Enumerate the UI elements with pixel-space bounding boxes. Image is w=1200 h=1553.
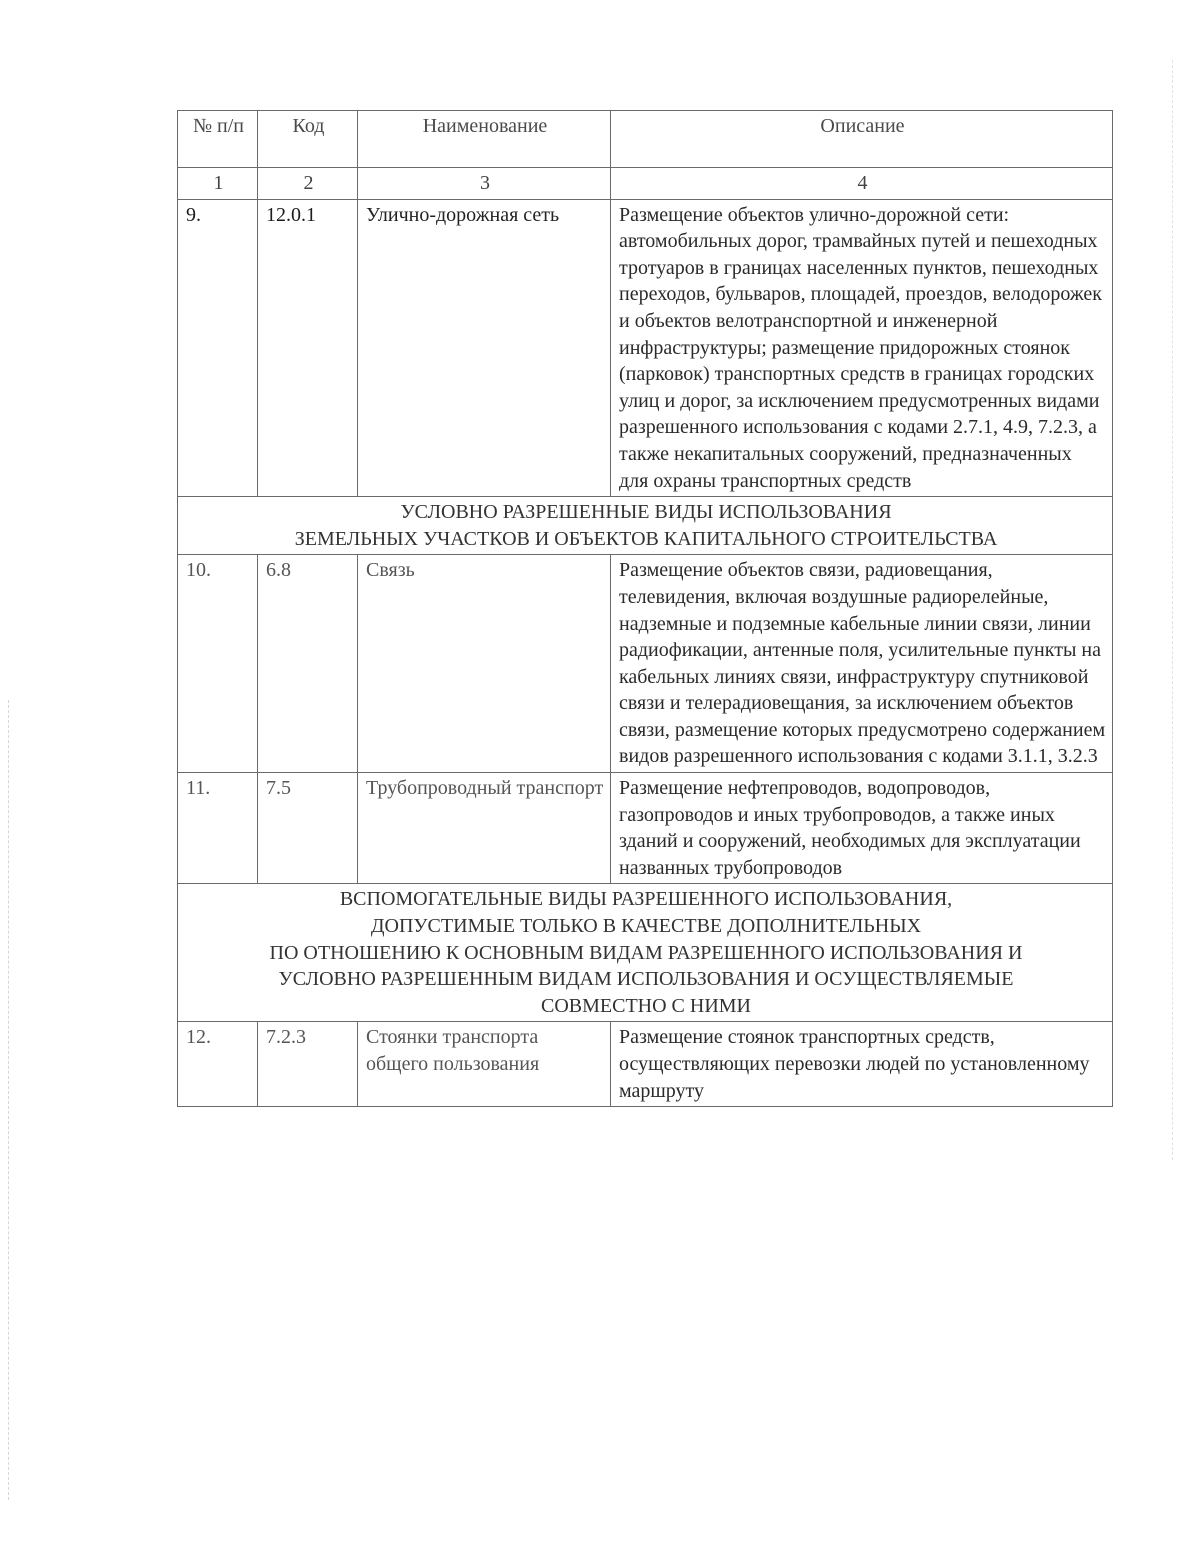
row-code: 7.2.3 bbox=[258, 1022, 358, 1107]
row-description: Размещение нефтепроводов, водопроводов, газопроводов и иных трубопроводов, а также иных зданий и сооружений, необходимых для эксплуатации названных трубопроводов bbox=[611, 773, 1113, 884]
column-number: 2 bbox=[258, 168, 358, 200]
table-row bbox=[178, 773, 1113, 884]
column-number: 3 bbox=[358, 168, 611, 200]
header-description: Описание bbox=[611, 111, 1113, 168]
row-code: 7.5 bbox=[258, 773, 358, 884]
header-code: Код bbox=[258, 111, 358, 168]
table-row bbox=[178, 199, 1113, 497]
section-heading-row bbox=[178, 884, 1113, 1022]
row-name: Трубопроводный транспорт bbox=[358, 773, 611, 884]
table-row bbox=[178, 1022, 1113, 1107]
table-row bbox=[178, 555, 1113, 773]
row-num: 11. bbox=[178, 773, 258, 884]
section-heading bbox=[178, 884, 1113, 1022]
section-heading-line: ПО ОТНОШЕНИЮ К ОСНОВНЫМ ВИДАМ РАЗРЕШЕННОГО ИСПОЛЬЗОВАНИЯ И bbox=[269, 941, 1023, 964]
row-name: Стоянки транспорта общего пользования bbox=[358, 1022, 611, 1107]
section-heading-line: ЗЕМЕЛЬНЫХ УЧАСТКОВ И ОБЪЕКТОВ КАПИТАЛЬНОГО СТРОИТЕЛЬСТВА bbox=[294, 527, 998, 550]
section-heading-line: ВСПОМОГАТЕЛЬНЫЕ ВИДЫ РАЗРЕШЕННОГО ИСПОЛЬЗОВАНИЯ, bbox=[339, 888, 953, 911]
row-description: Размещение стоянок транспортных средств, осуществляющих перевозки людей по установленному маршруту bbox=[611, 1022, 1113, 1107]
section-heading-line: УСЛОВНО РАЗРЕШЕННЫЕ ВИДЫ ИСПОЛЬЗОВАНИЯ bbox=[400, 501, 892, 524]
land-use-table bbox=[177, 110, 1113, 1107]
row-num: 9. bbox=[178, 199, 258, 497]
column-number: 4 bbox=[611, 168, 1113, 200]
row-code: 6.8 bbox=[258, 555, 358, 773]
header-name: Наименование bbox=[358, 111, 611, 168]
section-heading-line: УСЛОВНО РАЗРЕШЕННЫМ ВИДАМ ИСПОЛЬЗОВАНИЯ И ОСУЩЕСТВЛЯЕМЫЕ bbox=[278, 968, 1014, 991]
row-description: Размещение объектов связи, радиовещания, телевидения, включая воздушные радиорелейные, надземные и подземные кабельные линии связи, линии радиофикации, антенные поля, усилительные пункты на кабельных линиях связи, инфраструктуру спутниковой связи и телерадиовещания, за исключением объектов связи, размещение которых предусмотрено содержанием видов разрешенного использования с кодами 3.1.1, 3.2.3 bbox=[611, 555, 1113, 773]
section-heading bbox=[178, 497, 1113, 555]
column-number-row bbox=[178, 168, 1113, 200]
scan-edge-mark-left bbox=[8, 700, 9, 1500]
row-description: Размещение объектов улично-дорожной сети: автомобильных дорог, трамвайных путей и пешеходных тротуаров в границах населенных пунктов, пешеходных переходов, бульваров, площадей, проездов, велодорожек и объектов велотранспортной и инженерной инфраструктуры; размещение придорожных стоянок (парковок) транспортных средств в границах городских улиц и дорог, за исключением предусмотренных видами разрешенного использования с кодами 2.7.1, 4.9, 7.2.3, а также некапитальных сооружений, предназначенных для охраны транспортных средств bbox=[611, 199, 1113, 497]
header-num: № п/п bbox=[178, 111, 258, 168]
section-heading-line: СОВМЕСТНО С НИМИ bbox=[540, 994, 752, 1017]
header-row bbox=[178, 111, 1113, 168]
scan-edge-mark-right bbox=[1172, 60, 1173, 1160]
row-code: 12.0.1 bbox=[258, 199, 358, 497]
row-num: 12. bbox=[178, 1022, 258, 1107]
column-number: 1 bbox=[178, 168, 258, 200]
row-name: Связь bbox=[358, 555, 611, 773]
row-name: Улично-дорожная сеть bbox=[358, 199, 611, 497]
section-heading-row bbox=[178, 497, 1113, 555]
row-num: 10. bbox=[178, 555, 258, 773]
section-heading-line: ДОПУСТИМЫЕ ТОЛЬКО В КАЧЕСТВЕ ДОПОЛНИТЕЛЬНЫХ bbox=[370, 915, 922, 938]
